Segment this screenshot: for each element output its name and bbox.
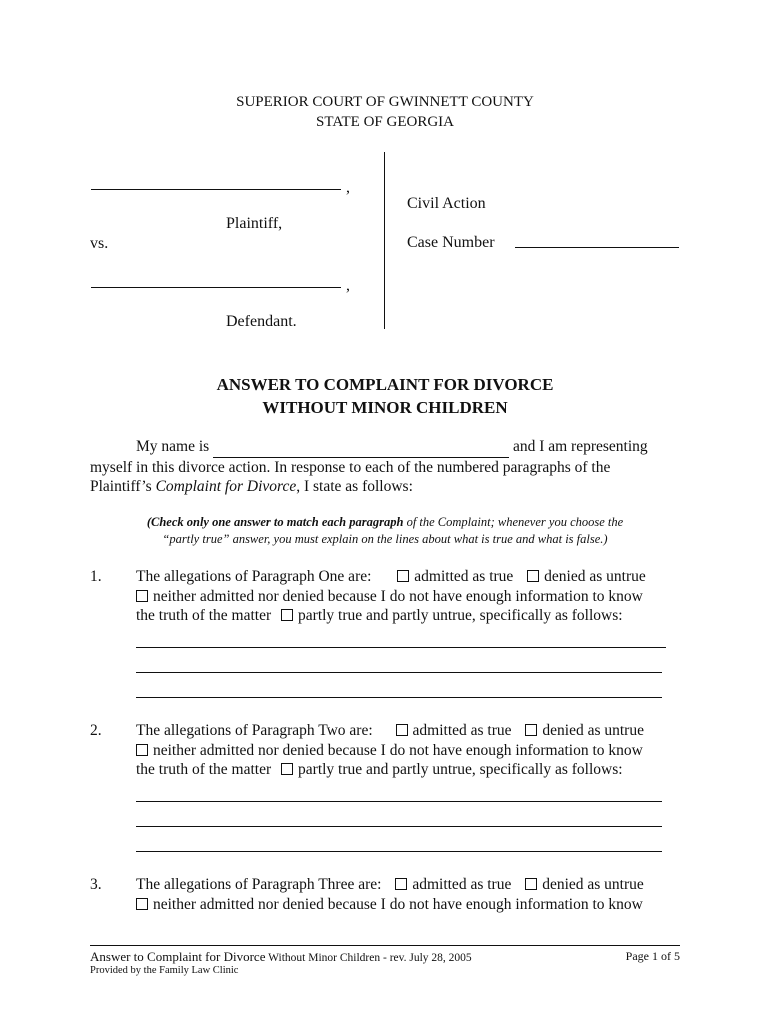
representing-text: and I am representing (512, 438, 648, 455)
admitted-checkbox[interactable] (396, 724, 408, 736)
caption-divider (384, 152, 385, 329)
vs-label: vs. (90, 235, 109, 252)
partly-checkbox[interactable] (281, 763, 293, 775)
admitted-label: admitted as true (412, 722, 512, 739)
footer-rule (90, 945, 680, 946)
defendant-comma: , (346, 277, 350, 294)
intro-paragraph (90, 437, 690, 497)
admitted-label: admitted as true (414, 568, 514, 585)
explanation-line[interactable] (136, 801, 662, 802)
instruction-rest: of the Complaint; whenever you choose the (403, 515, 624, 529)
case-number-label: Case Number (407, 234, 495, 251)
paragraph-2 (90, 721, 690, 861)
denied-checkbox[interactable] (527, 570, 539, 582)
my-name-is-text: My name is (136, 438, 210, 455)
truth-prefix: the truth of the matter (136, 761, 272, 778)
respondent-name-field[interactable] (213, 437, 509, 458)
paragraph-lead: The allegations of Paragraph Three are: (136, 876, 382, 893)
court-name: SUPERIOR COURT OF GWINNETT COUNTY (236, 94, 534, 110)
intro-line3-suffix: , I state as follows: (296, 478, 413, 495)
explanation-line[interactable] (136, 697, 662, 698)
intro-line2: myself in this divorce action. In response to each of the numbered paragraphs of the (90, 458, 611, 476)
denied-label: denied as untrue (544, 568, 646, 585)
plaintiff-name-line[interactable] (91, 189, 341, 190)
plaintiff-comma: , (346, 179, 350, 196)
plaintiff-label: Plaintiff, (226, 215, 283, 232)
document-title-line2: WITHOUT MINOR CHILDREN (262, 398, 508, 417)
paragraph-number: 3. (90, 876, 102, 893)
paragraph-lead: The allegations of Paragraph Two are: (136, 722, 373, 739)
instruction-line2: “partly true” answer, you must explain on the lines about what is true and what is false.) (162, 532, 608, 546)
footer-title-b: Without Minor Children - rev. July 28, 2005 (265, 952, 472, 964)
partly-label: partly true and partly untrue, specifically as follows: (298, 607, 623, 624)
admitted-checkbox[interactable] (397, 570, 409, 582)
neither-checkbox[interactable] (136, 898, 148, 910)
partly-label: partly true and partly untrue, specifically as follows: (298, 761, 623, 778)
partly-checkbox[interactable] (281, 609, 293, 621)
denied-checkbox[interactable] (525, 878, 537, 890)
paragraph-1 (90, 567, 690, 707)
admitted-label: admitted as true (412, 876, 512, 893)
denied-label: denied as untrue (542, 876, 644, 893)
complaint-title: Complaint for Divorce (155, 478, 297, 495)
paragraph-lead: The allegations of Paragraph One are: (136, 568, 372, 585)
paragraph-number: 1. (90, 568, 102, 585)
explanation-line[interactable] (136, 851, 662, 852)
defendant-label: Defendant. (226, 313, 297, 330)
page-number: Page 1 of 5 (625, 949, 680, 963)
document-title-line1: ANSWER TO COMPLAINT FOR DIVORCE (216, 375, 554, 394)
case-number-field[interactable] (515, 247, 679, 248)
neither-label: neither admitted nor denied because I do not have enough information to know (153, 741, 643, 759)
neither-checkbox[interactable] (136, 744, 148, 756)
civil-action-label: Civil Action (407, 195, 486, 212)
footer-provider: Provided by the Family Law Clinic (90, 965, 239, 976)
court-state: STATE OF GEORGIA (316, 114, 454, 130)
explanation-line[interactable] (136, 826, 662, 827)
admitted-checkbox[interactable] (395, 878, 407, 890)
denied-checkbox[interactable] (525, 724, 537, 736)
neither-label: neither admitted nor denied because I do not have enough information to know (153, 587, 643, 605)
explanation-line[interactable] (136, 672, 662, 673)
denied-label: denied as untrue (542, 722, 644, 739)
paragraph-3 (90, 875, 690, 920)
neither-label: neither admitted nor denied because I do not have enough information to know (153, 895, 643, 913)
intro-line3-prefix: Plaintiff’s (90, 478, 156, 495)
footer-doc-title (90, 948, 472, 966)
instruction-note (0, 514, 770, 548)
truth-prefix: the truth of the matter (136, 607, 272, 624)
explanation-line[interactable] (136, 647, 666, 648)
footer-title-a: Answer to Complaint for Divorce (90, 949, 266, 964)
defendant-name-line[interactable] (91, 287, 341, 288)
paragraph-number: 2. (90, 722, 102, 739)
neither-checkbox[interactable] (136, 590, 148, 602)
instruction-bold: (Check only one answer to match each paragraph (146, 515, 404, 529)
